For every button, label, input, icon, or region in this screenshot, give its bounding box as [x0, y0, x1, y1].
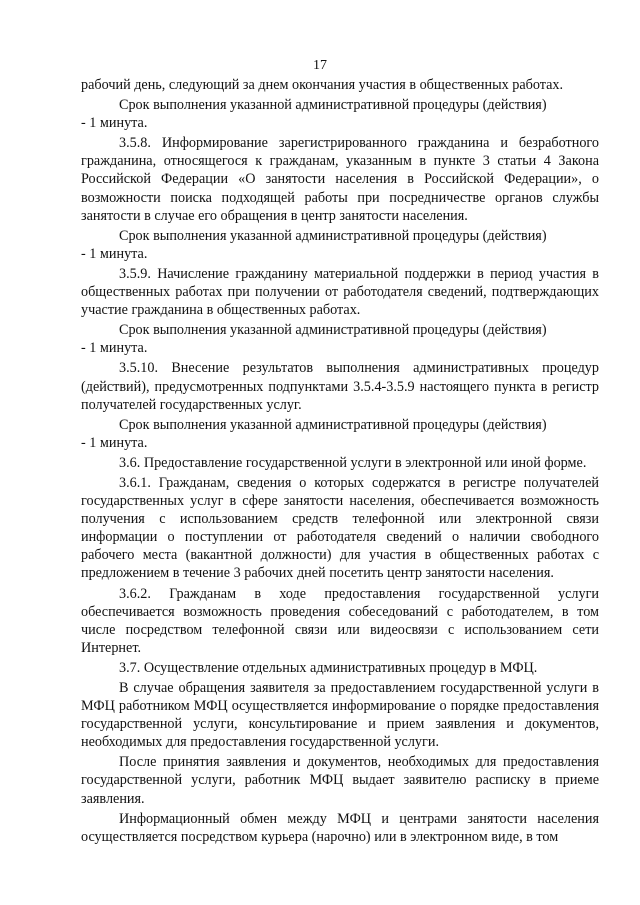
paragraph: После принятия заявления и документов, необходимых для предоставления государственной услуги, работник МФЦ выдает заявителю расписку в приеме заявления.	[81, 754, 599, 807]
paragraph: 3.5.10. Внесение результатов выполнения административных процедур (действий), предусмотренных подпунктами 3.5.4-3.5.9 настоящего пункта в регистр получателей государственных услуг.	[81, 360, 599, 413]
paragraph: 3.6.2. Гражданам в ходе предоставления государственной услуги обеспечивается возможность проведения собеседований с работодателем, в том числе посредством телефонной связи или видеосвязи с использованием сети Интернет.	[81, 585, 599, 656]
paragraph: 3.6.1. Гражданам, сведения о которых содержатся в регистре получателей государственных услуг в сфере занятости населения, обеспечивается возможность получения с использованием средств телефонной или электронной связи информации о поступлении от работодателя сведений о наличии свободного рабочего места (вакантной должности) для участия в общественных работах с предложением в течение 3 рабочих дней посетить центр занятости населения.	[81, 474, 599, 582]
paragraph: 3.5.8. Информирование зарегистрированного гражданина и безработного гражданина, относящегося к гражданам, указанным в пункте 3 статьи 4 Закона Российской Федерации «О занятости населения в Российской Федерации», о возможности поиска подходящей работы при посредничестве органов службы занятости в случае его обращения в центр занятости населения.	[81, 135, 599, 224]
document-body	[81, 76, 599, 848]
page-number: 17	[313, 58, 327, 73]
paragraph: 3.6. Предоставление государственной услуги в электронной или иной форме.	[119, 454, 587, 471]
paragraph: Срок выполнения указанной административной процедуры (действия) - 1 минута.	[81, 97, 547, 132]
paragraph: В случае обращения заявителя за предоставлением государственной услуги в МФЦ работником МФЦ осуществляется информирование о порядке предоставления государственной услуги, консультирование и прием заявления и документов, необходимых для предоставления государственной услуги.	[81, 680, 599, 751]
paragraph: Информационный обмен между МФЦ и центрами занятости населения осуществляется посредством курьера (нарочно) или в электронном виде, в том	[81, 810, 599, 845]
paragraph: 3.5.9. Начисление гражданину материальной поддержки в период участия в общественных работах при получении от работодателя сведений, подтверждающих участие гражданина в общественных работах.	[81, 265, 599, 319]
paragraph: Срок выполнения указанной административной процедуры (действия) - 1 минута.	[81, 227, 547, 262]
paragraph: рабочий день, следующий за днем окончания участия в общественных работах.	[81, 77, 564, 93]
paragraph: Срок выполнения указанной административной процедуры (действия) - 1 минута.	[81, 322, 547, 357]
paragraph: 3.7. Осуществление отдельных административных процедур в МФЦ.	[119, 659, 538, 676]
paragraph: Срок выполнения указанной административной процедуры (действия) - 1 минута.	[81, 416, 547, 451]
